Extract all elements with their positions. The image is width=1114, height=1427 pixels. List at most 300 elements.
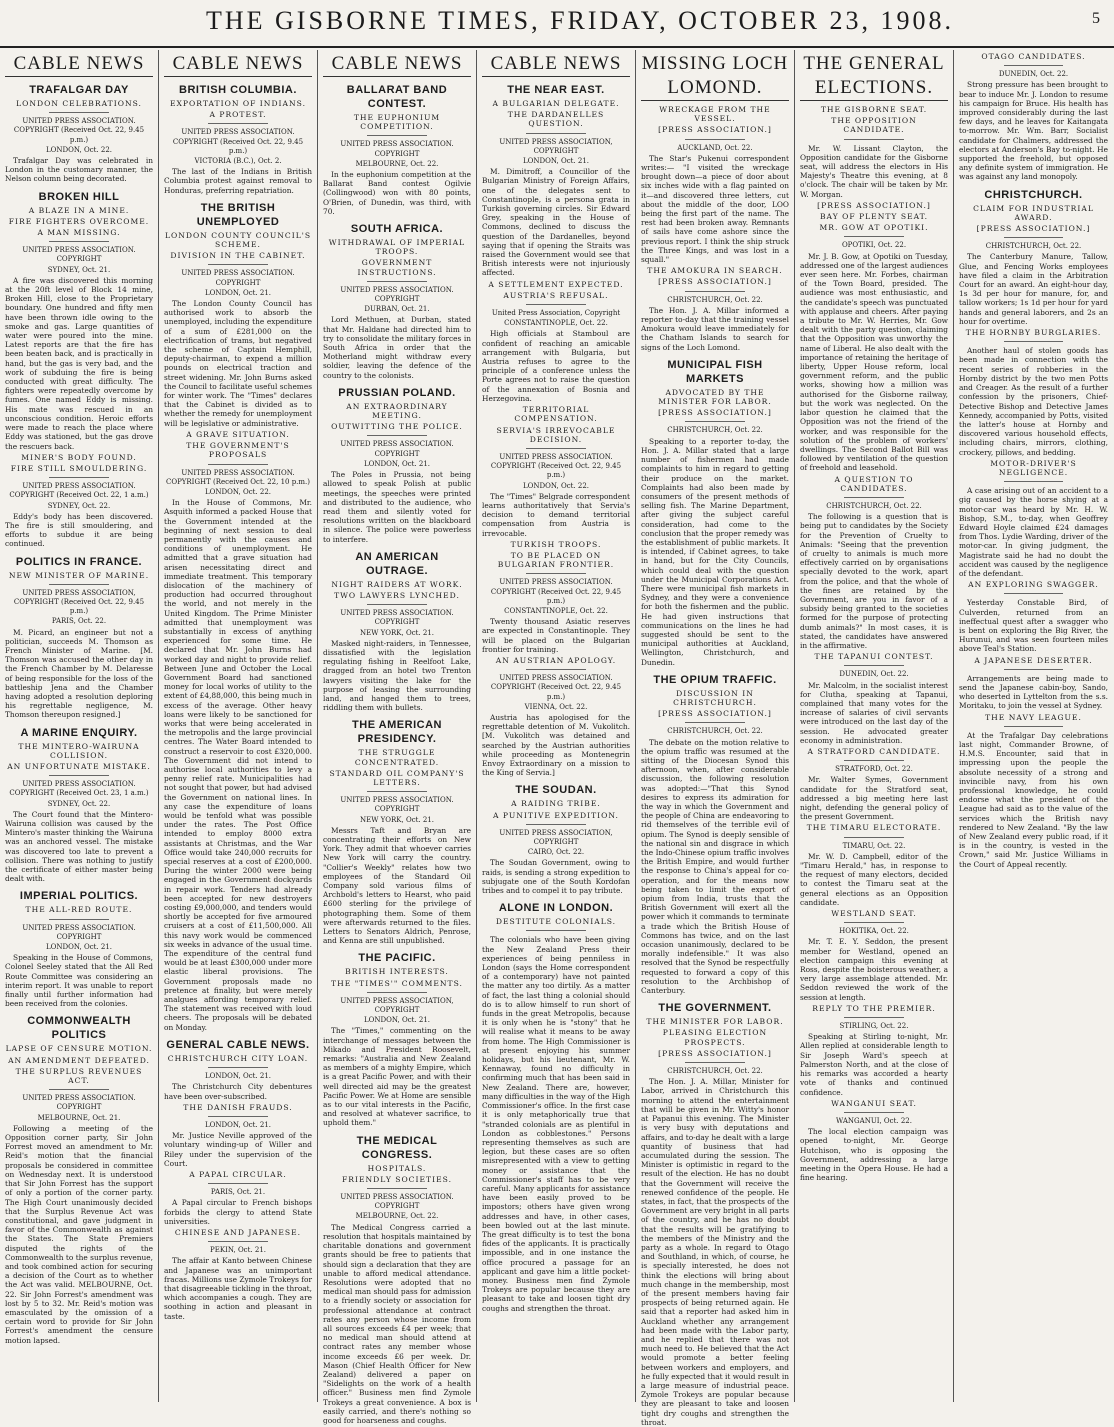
article — [800, 1004, 948, 1097]
column-heading: CABLE NEWS — [482, 52, 630, 77]
dateline: CHRISTCHURCH, Oct. 22. — [667, 727, 763, 736]
article-subheading: THE AMOKURA IN SEARCH. — [647, 266, 783, 276]
rule-divider — [685, 722, 744, 723]
dateline: UNITED PRESS ASSOCIATION. COPYRIGHT — [340, 609, 454, 627]
article-headline: TRAFALGAR DAY — [29, 84, 129, 96]
article-subheading: WITHDRAWAL OF IMPERIAL TROOPS. — [328, 238, 466, 257]
article-subheading: STANDARD OIL COMPANY'S LETTERS. — [329, 768, 465, 787]
article-body: The "Times," commenting on the interchange of messages between the Mikado and President Roosevelt, remarks: "Australia and New Zealand as members of a mighty Empire, which is a great Pacific Power, and with their well directed aid may be the greatest Pacific Power. We at Home are sensible as to our vital interests in the Pacific, and resolved at whatever sacrifice, to uphold them." — [323, 1026, 471, 1128]
rule-divider — [208, 1067, 267, 1068]
article — [800, 1099, 948, 1183]
dateline: CONSTANTINOPLE, Oct. 22. — [504, 606, 608, 615]
article-body: Mr. T. E. Y. Seddon, the present member for Westland, opened an election campaign this evening at Ross, despite the boisterous weather, a very large assemblage attended. Mr. Seddon reviewed the work of the session at length. — [800, 937, 948, 1002]
article-body: Arrangements are being made to send the Japanese cabin-boy, Sando, who deserted in Lyttelton from the s.s. Moritaku, to join the vessel at Sydney. — [959, 673, 1108, 711]
dateline: PARIS, Oct. 22. — [51, 617, 107, 626]
article-body: Speaking in the House of Commons, Colonel Seeley stated that the All Red Route Committee was considering an interim report. It was unable to report finally until further information had been received from the colonies. — [5, 953, 153, 1009]
dateline: United Press Association, Copyright — [491, 309, 621, 318]
news-column — [636, 50, 795, 1427]
article-subheading: THE SURPLUS REVENUES ACT. — [15, 1066, 143, 1086]
article-subheading: AN EXTRAORDINARY MEETING. — [346, 401, 448, 421]
dateline: CONSTANTINOPLE, Oct. 22. — [504, 319, 608, 328]
rule-divider — [844, 760, 903, 761]
article-body: Austria has apologised for the regrettable detention of M. Vukolitch. [M. Vukolitch was detained and searched by the Austrian authorities while proceeding as Montenegrin Envoy Extraordinary on a mission to the King of Servia.] — [482, 712, 630, 778]
dateline: LONDON, Oct. 21. — [204, 1072, 272, 1081]
rule-divider — [526, 304, 585, 305]
article-subheading: [PRESS ASSOCIATION.] — [658, 709, 772, 719]
article-subheading: LONDON CELEBRATIONS. — [16, 99, 142, 108]
article-subheading: THE MINISTER FOR LABOR. — [646, 1017, 784, 1027]
rule-divider — [1004, 237, 1064, 238]
article-subheading: TWO LAWYERS LYNCHED. — [334, 590, 460, 600]
article — [323, 1134, 471, 1425]
article-subheading: [PRESS ASSOCIATION.] — [658, 408, 772, 418]
dateline: AUCKLAND, Oct. 22. — [677, 143, 753, 152]
article-headline: ALONE IN LONDON. — [498, 902, 614, 915]
article-subheading: A PAPAL CIRCULAR. — [189, 1169, 287, 1179]
article — [164, 1228, 312, 1321]
dateline: VIENNA, Oct. 22. — [524, 702, 588, 711]
article-subheading: A PUNITIVE EXPEDITION. — [493, 810, 619, 820]
dateline: SYDNEY, Oct. 22. — [47, 799, 111, 808]
article — [482, 901, 630, 1313]
article-body: Strong pressure has been brought to bear to induce Mr. J. London to resume his campaign for Bruce. His health has improved considerably during the last few days, and he leaves for Kaitangata to-morrow. Mr. Wm. Barr, Socialist candidate for Chalmers, addressed the electors at Anderson's Bay to-night. He supported the freehold, but opposed any definite system of immigration. He was against any land monopoly. — [959, 80, 1108, 182]
dateline: OPOTIKI, Oct. 22. — [841, 241, 907, 250]
article — [959, 52, 1108, 182]
article-subheading: BRITISH INTERESTS. — [345, 967, 449, 977]
article-subheading: [PRESS ASSOCIATION.] — [817, 200, 931, 210]
dateline: WANGANUI, Oct. 22. — [836, 1116, 912, 1125]
article-body: Eddy's body has been discovered. The fire is still smouldering, and efforts to subdue it are being continued. — [5, 511, 153, 549]
dateline: UNITED PRESS ASSOCIATION, COPYRIGHT — [499, 137, 613, 155]
rule-divider — [367, 435, 426, 436]
dateline: PEKIN, Oct. 21. — [210, 1246, 266, 1255]
dateline: STRATFORD, Oct. 22. — [835, 765, 913, 774]
article — [641, 673, 789, 996]
dateline: UNITED PRESS ASSOCIATION. COPYRIGHT — [340, 1193, 454, 1211]
article-subheading: AUSTRIA'S REFUSAL. — [503, 290, 609, 300]
dateline: SYDNEY, Oct. 22. — [47, 501, 111, 510]
article — [641, 1001, 789, 1427]
dateline: LONDON, Oct. 21. — [363, 459, 431, 468]
article-headline: IMPERIAL POLITICS. — [19, 890, 139, 903]
article-body: Trafalgar Day was celebrated in London in the customary manner, the Nelson column being decorated. — [5, 156, 153, 184]
rule-divider — [367, 791, 426, 792]
article-subheading: AN AUSTRIAN APOLOGY. — [495, 655, 617, 665]
article — [959, 713, 1108, 869]
article — [482, 540, 630, 654]
article-subheading: OTAGO CANDIDATES. — [981, 52, 1086, 61]
article — [5, 190, 153, 451]
rule-divider — [844, 497, 903, 498]
dateline: CHRISTCHURCH, Oct. 22. — [826, 501, 922, 510]
article-subheading: THE OPPOSITION CANDIDATE. — [831, 116, 917, 135]
article-body: The debate on the motion relative to the opium traffic was resumed at the sitting of the Diocesan Synod this afternoon, when, after considerable discussion, the following resolution was adopted:—"That this Synod desires to express its admiration for the way in which the Government and the people of China are endeavoring to rid themselves of the terrible evil of opium. The Synod is deeply sensible of the national sin and disgrace in which the Indo-Chinese opium traffic involves the British Empire, and would further the response to China's appeal for co-operation, and for the means now being taken to limit the export of opium from India, trusts that the British Government will exert all the power which it commands to terminate a trade which the British House of Commons has twice, and on the last occasion unanimously, declared to be morally indefensible." It was also resolved that the Synod be respectfully requested to forward a copy of this resolution to the Archbishop of Canterbury. — [641, 737, 789, 996]
rule-divider — [685, 1062, 744, 1063]
article — [482, 656, 630, 777]
dateline: LONDON, Oct. 22. — [45, 145, 113, 154]
article — [800, 823, 948, 907]
article-headline: SOUTH AFRICA. — [350, 223, 444, 236]
article — [5, 453, 153, 549]
article-body: Masked night-raiders, in Tennessee, dissatisfied with the legislation regulating fishing in Reelfoot Lake, dragged from an hotel two Trenton lawyers visiting the lake for the purpose of leasing the surrounding land, and hanged them to trees, riddling them with bullets. — [323, 638, 471, 713]
rule-divider — [49, 112, 108, 113]
article-subheading: DIVISION IN THE CABINET. — [170, 251, 306, 261]
rule-divider — [1004, 593, 1064, 594]
dateline: HOKITIKA, Oct. 22. — [839, 927, 909, 936]
article-headline: THE NEAR EAST. — [507, 84, 605, 96]
dateline: MELBOURNE, Oct. 22. — [355, 159, 439, 168]
article-subheading: GOVERNMENT INSTRUCTIONS. — [357, 258, 437, 277]
article-body: The "Times" Belgrade correspondent learns authoritatively that Servia's decision to demand territorial compensation from Austria is irrevocable. — [482, 491, 630, 538]
article — [641, 266, 789, 352]
article-body: At the Trafalgar Day celebrations last night, Commander Browne, of H.M.S. Encounter, said that in impressing upon the people the absolute necessity of a strong and invincible navy, from his own professional knowledge, he could endorse what the president of the League had said as to the value of the services which the British navy rendered to New Zealand. "By the law of New Zealand every public road, if it is in the country, is vested in the Crown," said Mr. Justice Williams in the Court of Appeal recently. — [959, 730, 1108, 869]
article-subheading: AN AMENDMENT DEFEATED. — [8, 1055, 150, 1065]
rule-divider — [1004, 726, 1064, 727]
column-heading: THE GENERAL ELECTIONS. — [800, 52, 948, 101]
dateline: LONDON, Oct. 21. — [204, 288, 272, 297]
article — [800, 747, 948, 821]
article-body: A case arising out of an accident to a gig caused by the horse shying at a motor-car was heard by Mr. H. W. Bishop, S.M., to-day, when Geoffrey Edward Hoyle claimed £24 damages from Thos. Lydie Warding, driver of the motor-car. In giving judgment, the Magistrate said he had no doubt the accident was caused by the negligence of the defendant. — [959, 486, 1108, 578]
rule-divider — [1004, 341, 1064, 342]
article-subheading: THE EUPHONIUM COMPETITION. — [353, 113, 441, 132]
article — [164, 430, 312, 1032]
dateline: UNITED PRESS ASSOCIATION, COPYRIGHT (Received Oct. 22, 9.45 p.m.) — [13, 588, 145, 616]
article-subheading: THE ALL-RED ROUTE. — [25, 905, 133, 915]
dateline: UNITED PRESS ASSOCIATION. COPYRIGHT (Received Oct. 23, 1 a.m.) — [9, 780, 149, 798]
rule-divider — [49, 1089, 108, 1090]
article-subheading: THE MINTERO-WAIRUNA COLLISION. — [18, 741, 140, 760]
article-body: Following a meeting of the Opposition corner party, Sir John Forrest moved an amendment to Mr. Reid's motion that the financial proposals be considered in committee on Wednesday next. It is understood that Sir John Forrest has the support of only a portion of the corner party. The High Court unanimously decided that the Surplus Revenue Act was constitutional, and gave judgment in favor of the Commonwealth as against the States. The State Premiers disputed the rights of the Commonwealth to the surplus revenue, and took combined action for securing a decision of the Court as to whether the Act was valid. MELBOURNE, Oct. 22. Sir John Forrest's amendment was lost by 5 to 32. Mr. Reid's motion was emasculated by the omission of a certain word to provide for Sir John Forrest's amendment the censure motion lapsed. — [5, 1123, 153, 1345]
article-headline: GENERAL CABLE NEWS. — [166, 1038, 310, 1051]
article — [800, 201, 948, 473]
masthead — [0, 0, 1114, 48]
article-body: Mr. W. D. Campbell, editor of the "Timaru Herald," has, in response to the request of many electors, decided to contest the Timaru seat at the general elections as an Opposition candidate. — [800, 851, 948, 907]
article — [323, 222, 471, 380]
article-subheading: PLEASING ELECTION PROSPECTS. — [662, 1028, 768, 1047]
article-headline: BROKEN HILL — [38, 190, 120, 203]
dateline: DURBAN, Oct. 21. — [364, 305, 430, 314]
article — [323, 718, 471, 945]
news-column — [159, 50, 318, 1402]
article-subheading: LAPSE OF CENSURE MOTION. — [5, 1044, 153, 1054]
article — [323, 83, 471, 216]
dateline: UNITED PRESS ASSOCIATION, COPYRIGHT — [499, 828, 613, 847]
article-subheading: THE NAVY LEAGUE. — [985, 712, 1082, 722]
dateline: UNITED PRESS ASSOCIATION. COPYRIGHT — [22, 1094, 136, 1112]
dateline: UNITED PRESS ASSOCIATION. COPYRIGHT — [340, 440, 454, 458]
article-headline: AN AMERICAN OUTRAGE. — [355, 550, 439, 577]
article — [959, 580, 1108, 653]
article-body: M. Dimitroff, a Councillor of the Bulgarian Ministry of Foreign Affairs, one of the delegates sent to Constantinople, is a persona grata in Turkish governing circles. Sir Edward Grey, speaking in the House of Commons, declined to discuss the question of the Dardanelles, beyond saying that if opening the Straits was raised the Government would see that British interests were not injuriously affected. — [482, 167, 630, 278]
article-headline: THE MEDICAL CONGRESS. — [356, 1134, 438, 1161]
dateline: TIMARU, Oct. 22. — [842, 841, 906, 850]
rule-divider — [49, 477, 108, 478]
article — [5, 889, 153, 1008]
dateline: PARIS, Oct. 21. — [210, 1188, 266, 1197]
dateline: UNITED PRESS ASSOCIATION. COPYRIGHT — [22, 246, 136, 264]
dateline: UNITED PRESS ASSOCIATION. COPYRIGHT (Received Oct. 22, 9.45 p.m.) — [490, 452, 622, 480]
article-body: The local election campaign was opened to-night, Mr. George Hutchison, who is opposing the Government, addressing a large meeting in the Opera House. He had a fine hearing. — [800, 1127, 948, 1183]
article-subheading: CLAIM FOR INDUSTRIAL AWARD. — [973, 203, 1094, 222]
dateline: CHRISTCHURCH, Oct. 22. — [667, 1067, 763, 1076]
article — [5, 1014, 153, 1344]
rule-divider — [526, 133, 585, 134]
article-subheading: [PRESS ASSOCIATION.] — [658, 277, 772, 287]
dateline: UNITED PRESS ASSOCIATION. COPYRIGHT — [340, 285, 454, 304]
rule-divider — [685, 421, 744, 422]
article-subheading: A RAIDING TRIBE. — [511, 799, 601, 809]
article-subheading: THE GISBORNE SEAT. — [820, 105, 928, 114]
article — [800, 652, 948, 745]
article-headline: THE AMERICAN PRESIDENCY. — [352, 719, 442, 746]
article-headline: A MARINE ENQUIRY. — [20, 726, 138, 739]
rule-divider — [49, 241, 108, 242]
article-subheading: CHINESE AND JAPANESE. — [174, 1227, 302, 1237]
page-number: 5 — [1092, 10, 1100, 27]
article-subheading: MINER'S BODY FOUND. — [21, 452, 137, 462]
article-subheading: MR. GOW AT OPOTIKI. — [819, 223, 929, 233]
article-subheading: THE GOVERNMENT'S PROPOSALS — [186, 441, 290, 460]
article — [164, 1103, 312, 1168]
article-body: The Poles in Prussia, not being allowed to speak Polish at public meetings, the speeches were printed and distributed to the audience, who read them and silently voted for resolutions written on the blackboard in silence. The police were powerless to interfere. — [323, 470, 471, 544]
article-headline: THE PACIFIC. — [358, 952, 436, 965]
article-subheading: DISCUSSION IN CHRISTCHURCH. — [673, 688, 757, 707]
rule-divider — [208, 1116, 267, 1117]
rule-divider — [685, 139, 744, 140]
article-body: The following is a question that is being put to candidates by the Society for the Prevention of Cruelty to Animals: "Seeing that the prevention of cruelty to animals is much more effectively carried on by organisations specially devoted to the work, apart from the police, and that the whole of the fines are retained by the Government, are you in favor of a subsidy being granted to the societies formed for the purpose of protecting dumb animals?" In most cases, it is stated, the candidates have answered in the affirmative. — [800, 512, 948, 650]
article — [482, 783, 630, 895]
rule-divider — [49, 919, 108, 920]
rule-divider — [844, 1112, 903, 1113]
masthead-title: THE GISBORNE TIMES, FRIDAY, OCTOBER 23, 1908. — [205, 6, 954, 35]
article — [800, 909, 948, 1002]
article — [482, 280, 630, 403]
article-body: The colonials who have been giving the New Zealand Press their experiences of being penniless in London (says the Home correspondent of a contemporary) have not painted the matter any too dirtily. As a matter of fact, the last thing a colonial should do is to allow himself to run short of funds in the great Metropolis, because it is only when he is "stony" that he will realise what it means to be away from home. The High Commissioner is at present enjoying his summer holidays, but his lieutenant, Mr. W. Kennaway, found no difficulty in confirming much that has been said in New Zealand. There are, however, many difficulties in the way of the High Commissioner's office. In the first case it is only metaphorically true that "stranded colonials are as plentiful in London as cobblestones." Persons representing themselves as such are legion, but these cases are so often misrepresented with a view to getting money or assistance that the Commissioner's staff has to be very careful. Many applicants for assistance have been easily proved to be impostors; others have given wrong addresses and have, in other cases, been bowled out at the last minute. The great difficulty is to test the bona fides of the applicants. It is practically impossible, and in one instance the office procured a passage for an applicant and gave him a little pocket-money. Business men find Zymole Trokeys are popular because they are pleasant to take and loosen tight dry coughs and strengthen the throat. — [482, 935, 630, 1313]
article-body: The Court found that the Mintero-Wairuna collision was caused by the Mintero's master thinking the Wairuna was an anchored vessel. The mistake was discovered too late to prevent a collision. There was nothing to justify the certificate of either master being dealt with. — [5, 809, 153, 884]
news-column — [318, 50, 477, 1425]
dateline: NEW YORK, Oct. 21. — [359, 815, 435, 824]
dateline: LONDON, Oct. 22. — [204, 487, 272, 496]
article-subheading: NIGHT RAIDERS AT WORK. — [331, 579, 463, 589]
article-headline: THE SOUDAN. — [515, 784, 597, 797]
columns-container — [0, 50, 1114, 1427]
dateline: UNITED PRESS ASSOCIATION. COPYRIGHT — [340, 140, 454, 158]
article — [641, 105, 789, 264]
dateline: LONDON, Oct. 21. — [363, 1016, 431, 1025]
article-headline: THE OPIUM TRAFFIC. — [653, 673, 777, 686]
article-subheading: [PRESS ASSOCIATION.] — [976, 224, 1091, 234]
dateline: UNITED PRESS ASSOCIATION. COPYRIGHT — [22, 923, 136, 941]
article-subheading: A BULGARIAN DELEGATE. — [492, 99, 620, 108]
article-body: In the euphonium competition at the Ballarat Band contest Ogilvie (Collingwood) won with 80 points, O'Brien, of Dunedin, was third, with 70. — [323, 170, 471, 216]
article-subheading: AN UNFORTUNATE MISTAKE. — [7, 761, 151, 771]
rule-divider — [208, 1183, 267, 1184]
dateline: UNITED PRESS ASSOCIATION. COPYRIGHT — [181, 269, 295, 287]
article-body: Messrs Taft and Bryan are concentrating their efforts on New York. They admit that whoever carries New York will carry the country. "Collier's Weekly" relates how two employees of the Standard Oil Company sold various films of Archbold's letters to Hearst, who paid £600 sterling for the privilege of photographing them. Some of them were afterwards returned to the files. Letters to Senators Aldrich, Penrose, and Kenna are still unpublished. — [323, 825, 471, 946]
article-body: The last of the Indians in British Columbia protest against removal to Honduras, preferring repatriation. — [164, 167, 312, 195]
rule-divider — [844, 665, 903, 666]
rule-divider — [526, 930, 585, 931]
article-subheading: A GRAVE SITUATION. — [186, 429, 290, 439]
article-body: The London County Council has authorised work to absorb the unemployed, including the expenditure of a sum of £281,000 on the electrification of trams, but negatived the scheme of Captain Hemphill, deputy-chairman, to expend a million pounds on electrical traction and street widening. Mr. John Burns asked the Council to facilitate useful schemes for winter work. The "Times" declares that the Cabinet is divided as to whether the remedy for unemployment will be legislative or administrative. — [164, 299, 312, 428]
dateline: CHRISTCHURCH, Oct. 22. — [985, 242, 1082, 251]
dateline: SYDNEY, Oct. 21. — [47, 265, 111, 274]
article — [482, 405, 630, 538]
article-subheading: LONDON COUNTY COUNCIL'S SCHEME. — [164, 230, 312, 250]
article-body: Another haul of stolen goods has been made in connection with the recent series of robberies in the Hornby district by the two men Potts and Creager. As the result of a further confession by the prisoners, Chief-Detective Bishop and Detective James Kennedy, accompanied by Potts, visited the latter's house at Hornby and discovered various household effects, including chairs, mirrors, clothing, crockery, pillows, and bedding. — [959, 346, 1108, 457]
article-body: The Soudan Government, owing to raids, is sending a strong expedition to subjugate one of the South Kordofan tribes and to compel it to pay tribute. — [482, 858, 630, 896]
article-subheading: TURKISH TROOPS. — [510, 539, 602, 549]
dateline: UNITED PRESS ASSOCIATION. COPYRIGHT (Received Oct. 22, 9.45 p.m.) — [172, 128, 304, 155]
rule-divider — [526, 448, 585, 449]
article-headline: BRITISH COLUMBIA. — [179, 84, 297, 96]
rule-divider — [526, 669, 585, 670]
article-body: The Hon. J. A. Millar informed a reporter to-day that the training vessel Amokura would leave immediately for the Chatham Islands to search for signs of the Loch Lomond. — [641, 305, 789, 352]
dateline: LONDON, Oct. 21. — [45, 943, 113, 952]
article-subheading: FRIENDLY SOCIETIES. — [342, 1174, 452, 1184]
article-subheading: BAY OF PLENTY SEAT. — [819, 212, 929, 222]
article — [5, 555, 153, 720]
dateline: DUNEDIN, Oct. 22. — [998, 70, 1069, 79]
rule-divider — [367, 281, 426, 282]
article-headline: PRUSSIAN POLAND. — [338, 386, 456, 399]
article-headline: COMMONWEALTH POLITICS — [27, 1015, 131, 1042]
article-body: Speaking to a reporter to-day, the Hon. J. A. Millar stated that a large number of fishermen had made complaints to him in regard to getting their produce on the market. Complaints had also been made by consumers of the present methods of selling fish. The Marine Department, after giving the subject careful consideration, had come to the conclusion that the proper remedy was the establishment of public markets. It is intended, if Cabinet agrees, to take in hand, but for the City Councils, which could deal with the question under the Municipal Corporations Act. There were municipal fish markets in Sydney, and they were a convenience for both the fishermen and the public. He had given instructions that communications on the lines he had suggested should be sent to the municipal authorities at Auckland, Wellington, Christchurch, and Dunedin. — [641, 436, 789, 667]
dateline: MELBOURNE, Oct. 22. — [355, 1212, 439, 1221]
dateline: LONDON, Oct. 21. — [204, 1120, 272, 1129]
article-body: Yesterday Constable Bird, of Culverden, returned from an ineffectual quest after a swagger who is bent on exploring the Big River, the Hurunui, and was seen fourteen miles above Teal's Station. — [959, 598, 1108, 654]
dateline: UNITED PRESS ASSOCIATION. COPYRIGHT (Received Oct. 22, 9.45 p.m.) — [490, 578, 622, 605]
rule-divider — [208, 123, 267, 124]
article-subheading: MOTOR-DRIVER'S NEGLIGENCE. — [990, 458, 1077, 477]
article-subheading: SERVIA'S IRREVOCABLE DECISION. — [496, 425, 616, 444]
rule-divider — [1004, 481, 1064, 482]
article-body: The Star's Pukenui correspondent writes:— "I visited the wreckage brought down—a piece of door about six inches wide with a flag painted on it—and discovered three letters, cut about the middle of the door, LOO being the first part of the name. The rest had been broken away. Remnants of sails have come ashore since the previous report. I think the ship struck the Three Kings, and was lost in a squall." — [641, 153, 789, 265]
article-subheading: THE DARDANELLES QUESTION. — [507, 110, 605, 129]
article-headline: MUNICIPAL FISH MARKETS — [667, 358, 763, 385]
article-subheading: WRECKAGE FROM THE VESSEL. — [659, 105, 771, 124]
dateline: CHRISTCHURCH, Oct. 22. — [667, 295, 763, 304]
article-body: Mr. Justice Neville approved of the voluntary winding-up of Willer and Riley under the supervision of the Court. — [164, 1131, 312, 1168]
dateline: NEW YORK, Oct. 21. — [359, 628, 435, 637]
article-subheading: WANGANUI SEAT. — [831, 1098, 917, 1108]
article-subheading: AN EXPLORING SWAGGER. — [968, 580, 1099, 590]
dateline: UNITED PRESS ASSOCIATION. COPYRIGHT (Received Oct. 22, 10 p.m.) — [165, 468, 310, 486]
rule-divider — [49, 775, 108, 776]
dateline: DUNEDIN, Oct. 22. — [839, 670, 909, 679]
column-heading: CABLE NEWS — [164, 52, 312, 77]
article — [641, 358, 789, 667]
rule-divider — [49, 584, 108, 585]
article-subheading: A MAN MISSING. — [37, 228, 121, 238]
rule-divider — [208, 1241, 267, 1242]
article-body: The affair at Kanto between Chinese and Japanese was an unimportant fracas. Millions use Zymole Trokeys for that disagreeable tickling in the throat, which accompanies a cough. They are soothing in action and pleasant in taste. — [164, 1256, 313, 1321]
article-body: Mr. J. B. Gow, at Opotiki on Tuesday, addressed one of the largest audiences ever seen here. Mr. Forbes, chairman of the Town Board, presided. The audience was most enthusiastic, and the candidate's speech was punctuated with applause and cheers. After paying a tribute to Mr. W. Herries, Mr. Gow dealt with the party question, claiming that the Opposition was unworthy the name of Liberal. He also dealt with the importance of retaining the heritage of liberty, Upper House reform, local government reform, and the public works, showing how a million was authorised for the Gisborne railway, but the work was neglected. On the labor question he claimed that the Opposition was not the friend of the worker, and was responsible for the solution of the problem of workers' dwellings. The Second Ballot Bill was followed by ventilation of the question of freehold and leasehold. — [800, 251, 948, 473]
article — [959, 459, 1108, 578]
dateline: VICTORIA (B.C.), Oct. 2. — [194, 157, 282, 166]
article — [323, 951, 471, 1127]
rule-divider — [1004, 669, 1064, 670]
article-subheading: [PRESS ASSOCIATION.] — [658, 1048, 772, 1058]
news-column — [477, 50, 636, 1402]
article-body: Speaking at Stirling to-night, Mr. Allen replied at considerable length to Sir Joseph Ward's speech at Palmerston North, and at the close of his remarks was accorded a hearty vote of thanks and continued confidence. — [800, 1032, 948, 1097]
article-body: The Christchurch City debentures have been over-subscribed. — [164, 1082, 312, 1101]
article-subheading: DESTITUTE COLONIALS. — [495, 917, 617, 927]
article-subheading: WESTLAND SEAT. — [831, 909, 917, 919]
article-subheading: THE TAPANUI CONTEST. — [814, 652, 934, 662]
article — [482, 83, 630, 278]
article-subheading: [PRESS ASSOCIATION.] — [658, 125, 772, 135]
article — [164, 1170, 312, 1226]
news-column — [795, 50, 954, 1402]
dateline: MELBOURNE, Oct. 21. — [37, 1113, 121, 1122]
article-subheading: A QUESTION TO CANDIDATES. — [834, 474, 914, 493]
article-subheading: A SETTLEMENT EXPECTED. — [488, 279, 624, 289]
column-heading: CABLE NEWS — [5, 52, 153, 77]
rule-divider — [685, 291, 744, 292]
rule-divider — [844, 236, 903, 237]
article-subheading: TERRITORIAL COMPENSATION. — [514, 405, 598, 424]
article-subheading: HOSPITALS. — [367, 1163, 427, 1173]
article-body: Mr. Malcolm, in the socialist interest for Clutha, speaking at Tapanui, complained that many votes for the increase of salaries of civil servants were introduced on the last day of the session. He advocated greater economy in administration. — [800, 680, 948, 745]
article-subheading: A JAPANESE DESERTER. — [974, 655, 1093, 665]
article-body: M. Picard, an engineer but not a politician, succeeds M. Thomson as French Minister of Marine. [M. Thomson was accused the other day in the French Chamber by M. Delaresse of being responsible for the loss of the battleship Jena and the Chamber having adopted a resolution deploring his regrettable negligence, M. Thomson thereupon resigned.] — [5, 627, 153, 720]
rule-divider — [367, 1188, 426, 1189]
article-subheading: THE HORNBY BURGLARIES. — [965, 328, 1102, 338]
dateline: CAIRO, Oct. 22. — [527, 848, 585, 857]
dateline: UNITED PRESS ASSOCIATION. COPYRIGHT (Received Oct. 22, 9.45 p.m.) — [490, 674, 622, 701]
article-subheading: TO BE PLACED ON BULGARIAN FRONTIER. — [497, 550, 615, 570]
article-headline: THE BRITISH UNEMPLOYED — [196, 201, 280, 228]
dateline: UNITED PRESS ASSOCIATION. COPYRIGHT — [340, 796, 454, 814]
article-body: High officials at Stamboul are confident of reaching an amicable arrangement with Bulgaria, but Austria refuses to agree to the principle of a conference unless the Porte agrees not to raise the question of the annexation of Bosnia and Herzegovina. — [482, 329, 630, 403]
article-subheading: CHRISTCHURCH CITY LOAN. — [167, 1053, 309, 1063]
article-headline: CHRISTCHURCH. — [984, 188, 1083, 201]
article — [323, 386, 471, 544]
dateline: LONDON, Oct. 21. — [522, 157, 590, 166]
article-subheading: A STRATFORD CANDIDATE. — [807, 747, 941, 756]
article-subheading: THE DANISH FRAUDS. — [183, 1102, 293, 1112]
article-headline: THE GOVERNMENT. — [658, 1002, 772, 1015]
article-subheading: FIRE STILL SMOULDERING. — [10, 463, 148, 473]
dateline: STIRLING, Oct. 22. — [839, 1022, 909, 1031]
rule-divider — [367, 992, 426, 993]
article — [959, 328, 1108, 457]
article-body: The Canterbury Manure, Tallow, Glue, and Fencing Works employees have filed a claim in the Arbitration Court for an award. An eight-hour day, 1s 3d per hour for manure, for, and tallow workers; 1s 1d per hour for yard hands and general laborers, and 2s an hour for overtime. — [959, 252, 1108, 326]
dateline: LONDON, Oct. 22. — [522, 481, 590, 490]
rule-divider — [844, 922, 903, 923]
article — [164, 1038, 312, 1101]
rule-divider — [208, 264, 267, 265]
dateline: CHRISTCHURCH, Oct. 22. — [667, 426, 763, 435]
article-body: A fire was discovered this morning at the 20ft level of Block 14 mine, Broken Hill, close to the Proprietary boundary. One hundred and fifty men have been thrown idle owing to the smoke and gas. Large quantities of water were poured into the mine. Latest reports are that the fire has been beaten back, and is practically in hand, but the gas is very bad, and the work of subduing the fire is being conducted with great difficulty. The fighters were repeatedly overcome by fumes. One named Eddy is missing. His mate was rescued in an unconscious condition. Heroic efforts were made to reach the place where Eddy was stationed, but the gas drove the rescuers back. — [5, 275, 153, 451]
article-body: The Medical Congress carried a resolution that hospitals maintained by charitable donations and government grants should be free to patients that should sign a declaration that they are unable to afford medical attendance. Resolutions were adopted that no medical man should pass for admission to a friendly society or association for professional attendance at contract rates any person whose income from all sources exceeds £4 per week; that no medical man should attend at contract rates any member whose income exceeds £6 per week. Dr. Mason (Chief Health Officer for New Zealand) delivered a paper on "Sidelights on the work of a health officer." Business men find Zymole Trokeys a great convenience. A box is easily carried, and there's nothing so good for hoarseness and coughs. — [323, 1222, 471, 1425]
article-subheading: THE "TIMES'" COMMENTS. — [331, 978, 463, 988]
dateline: UNITED PRESS ASSOCIATION. COPYRIGHT (Received Oct. 22, 9.45 p.m.) — [13, 117, 145, 144]
article-subheading: NEW MINISTER OF MARINE. — [8, 570, 150, 580]
rule-divider — [367, 135, 426, 136]
article — [5, 726, 153, 884]
news-column — [954, 50, 1113, 1402]
rule-divider — [1004, 65, 1064, 66]
article — [959, 188, 1108, 326]
article-subheading: ADVOCATED BY THE MINISTER FOR LABOR. — [658, 387, 772, 407]
article — [800, 475, 948, 651]
rule-divider — [526, 824, 585, 825]
dateline: UNITED PRESS ASSOCIATION, COPYRIGHT — [340, 996, 454, 1015]
article-body: The Hon. J. A. Millar, Minister for Labor, arrived in Christchurch this morning to attend the entertainment that will be given in Mr. Witty's honor at Papanui this evening. The Minister is very busy with deputations and affairs, and to-day he dealt with a large quantity of business that had accumulated during the session. The Minister is optimistic in regard to the result of the election. He has no doubt that the Government will receive the renewed confidence of the people. He states, in fact, that the prospects of the Government are very bright in all parts of the country, and he has no doubt that the results will be gratifying to the members of the Ministry and the party as a whole. In regard to Otago and Southland, in which, of course, he is specially interested, he does not think the elections will bring about much change in the membership, most of the present members having fair prospects of being returned again. He said that a reporter had asked him in Auckland whether any arrangement had been made with the Labor party, and he replied that there was not much need to. He believed that the Act would promote a better feeling between workers and employers, and he fully expected that it would result in a large measure of industrial peace. Zymole Trokeys are popular because they are pleasant to take and loosen tight dry coughs and strengthen the throat. — [641, 1077, 789, 1427]
article-body: In the House of Commons, Mr. Asquith informed a packed House that the Government intended at the beginning of next session to deal permanently with the causes and conditions of unemployment. He admitted that a grave situation had arisen necessitating direct and immediate treatment. This temporary dislocation of the machinery of production had occurred throughout the world, and not merely in the United Kingdom. The Prime Minister admitted that unemployment was substantially in excess of anything experienced for some time. He declared that Mr. John Burns had worked day and night to provide relief. Between June and October the Local Government Board had sanctioned money for local works of utility to the extent of £4,88,000, this being much in excess of the average. Other heavy loans were likely to be sanctioned for works that were being accelerated in the metropolis and the large provincial centres. The Water Board intended to construct a reservoir to cost £320,000. The Government did not intend to authorise local authorities to levy a penny relief rate. Municipalities had not sought that power, but had advised the Government on national lines. In any case the expenditure of loans would be tenfold what was possible under the rates. The Post Office intended to employ 8000 extra assistants at Christmas, and the War Office would take 240,000 recruits for special reserves at a cost of £200,000. During the winter 2000 were being engaged in the Government dockyards in repair work. Tenders had already been accepted for new destroyers costing £9,000,000, and tenders would shortly be accepted for five armoured cruisers at a cost of £11,500,000. All this navy work would be commenced six weeks in advance of the usual time. The expenditure of the central fund would be at least £300,000 under more elastic liberal provisions. The Government proposals made no pretence at finality, but were merely analgues affording temporary relief. The statement was received with loud cheers. The proposals will be debated on Monday. — [164, 498, 312, 1032]
